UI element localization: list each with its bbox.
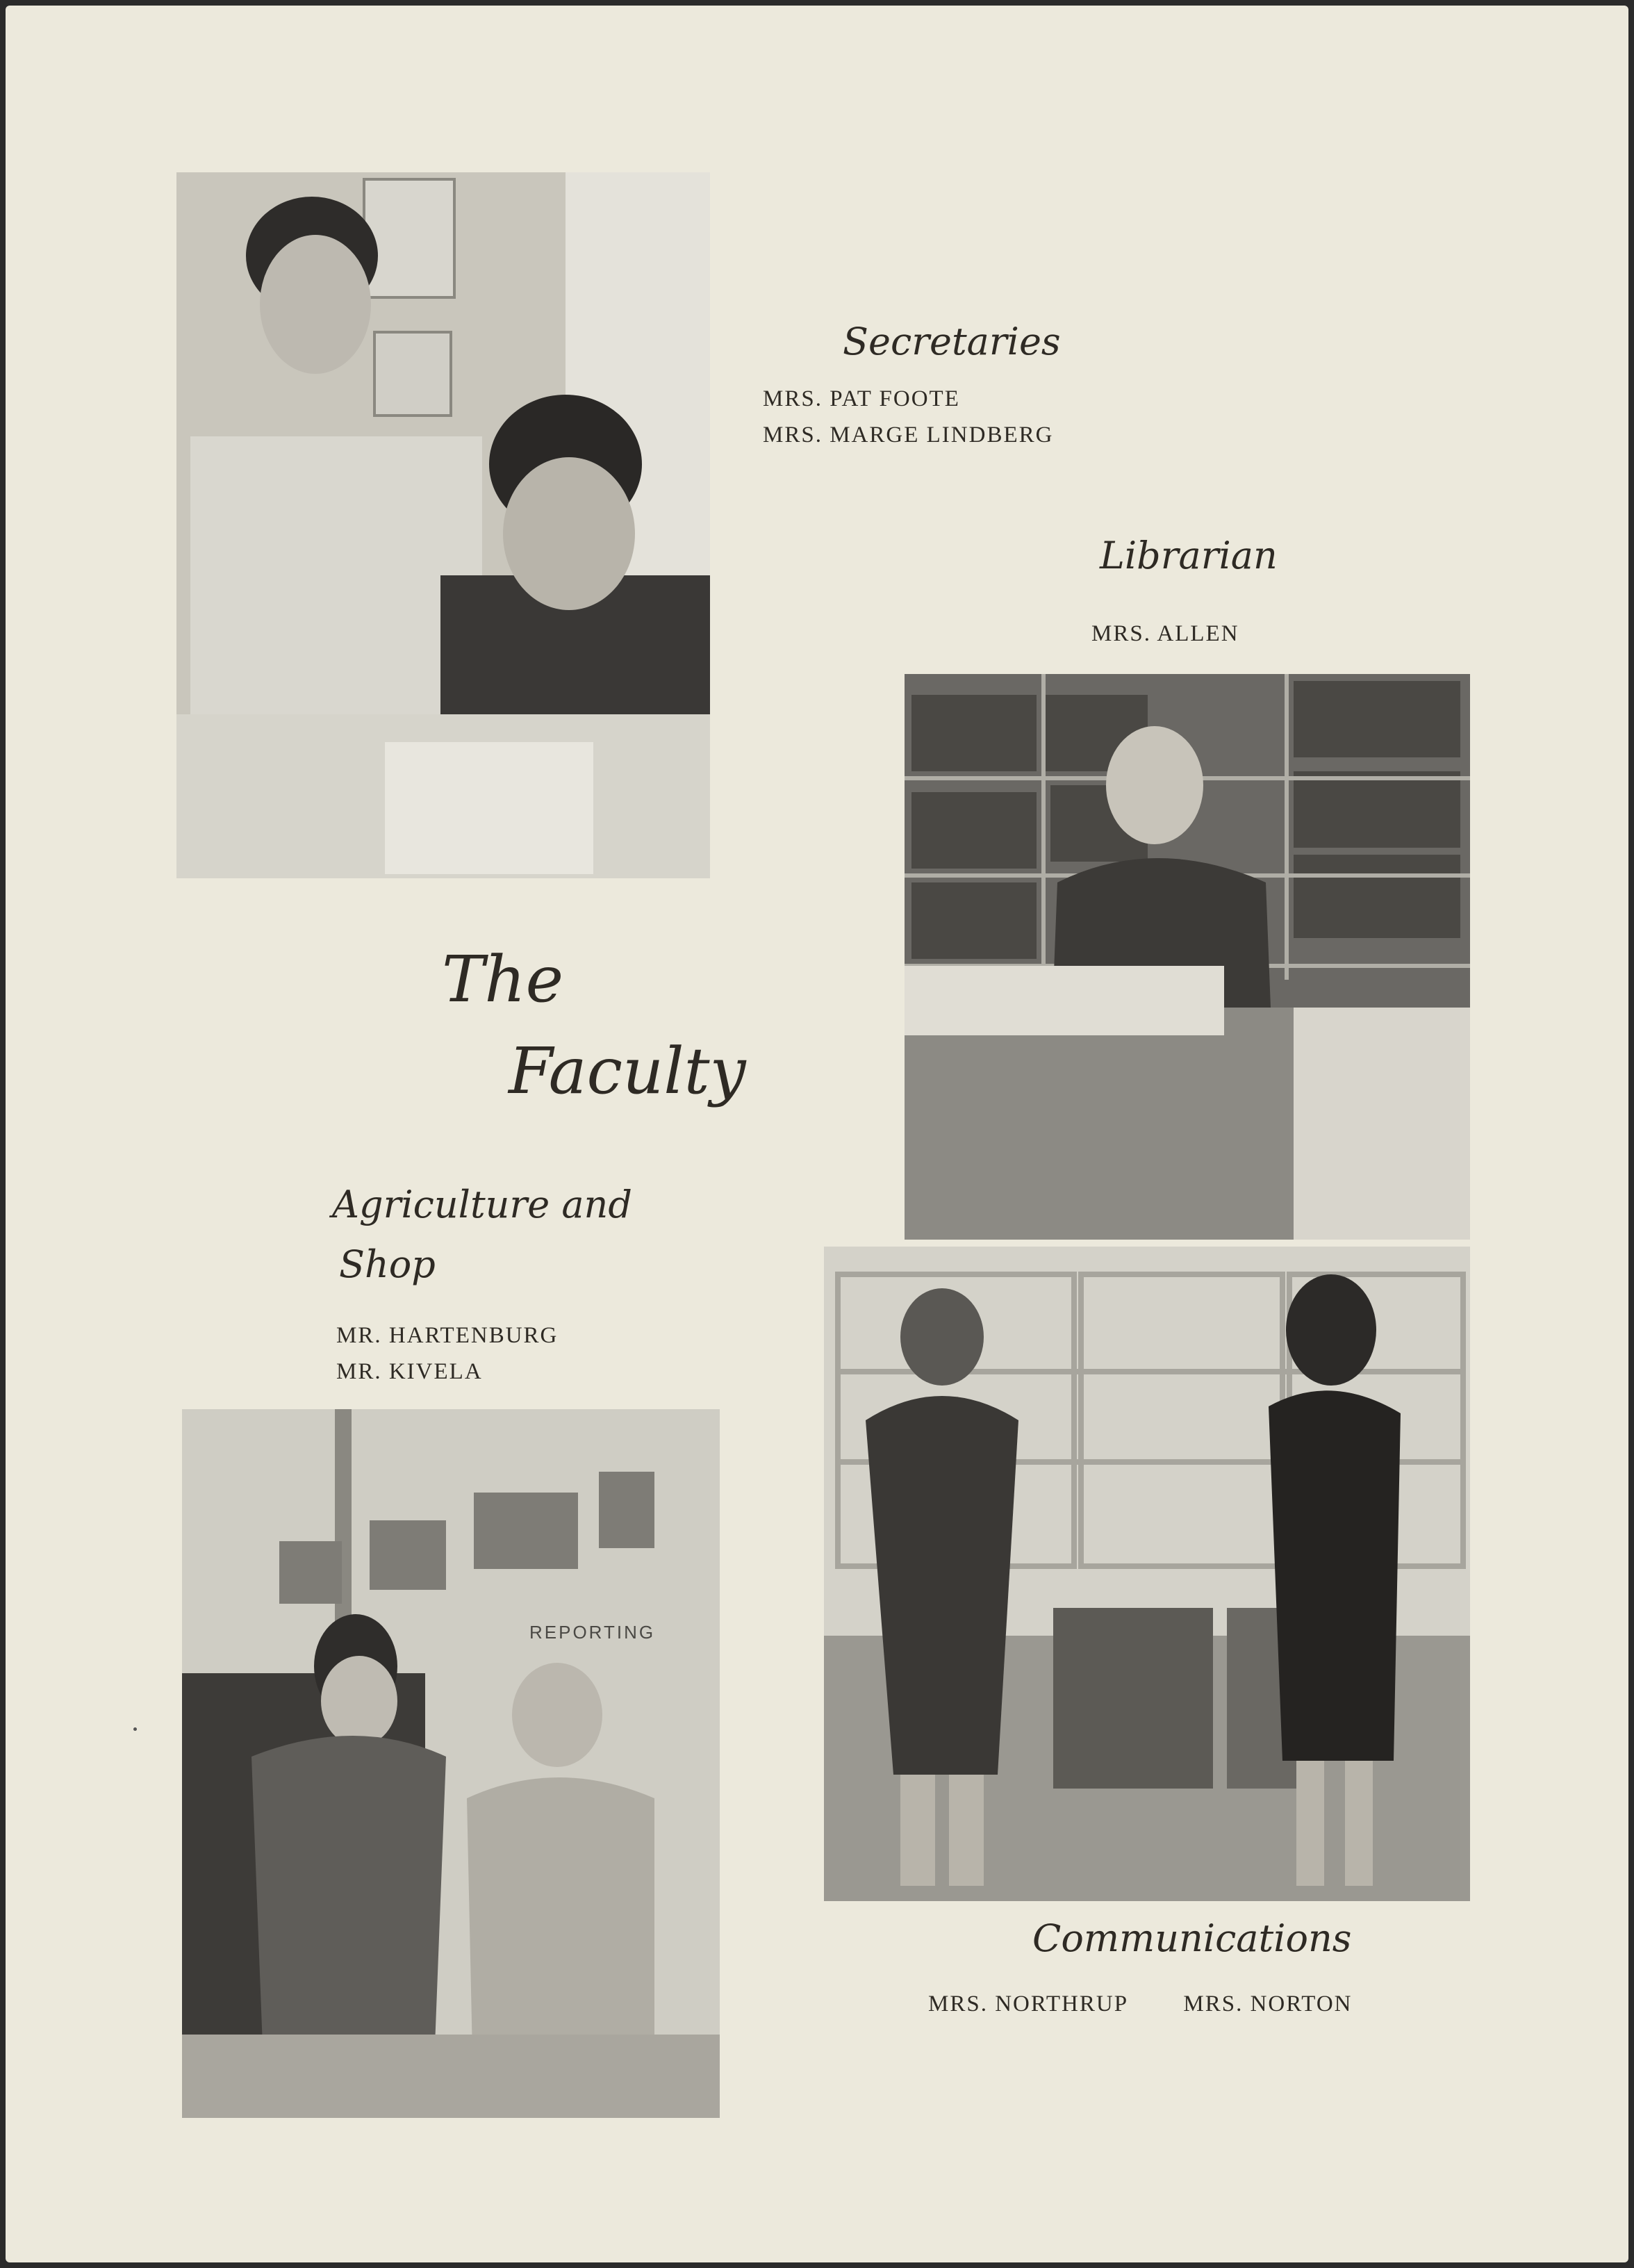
secretaries-heading: Secretaries <box>843 320 1061 363</box>
agriculture-name-1: MR. HARTENBURG <box>336 1323 559 1348</box>
reporting-sign-text: REPORTING <box>529 1622 656 1643</box>
ink-speck <box>133 1727 137 1731</box>
librarian-heading: Librarian <box>1100 534 1278 577</box>
agriculture-names <box>336 1317 558 1390</box>
page-title-line-1: The <box>442 942 564 1017</box>
communications-photo <box>824 1247 1470 1901</box>
communications-names <box>928 1986 1456 2022</box>
librarian-photo <box>905 674 1470 1240</box>
communications-name-2: MRS. NORTON <box>1183 1991 1353 2016</box>
agriculture-name-2: MR. KIVELA <box>336 1359 483 1384</box>
secretary-name-1: MRS. PAT FOOTE <box>763 386 960 411</box>
communications-heading: Communications <box>1032 1916 1352 1960</box>
secretaries-names <box>763 381 1053 453</box>
agriculture-photo <box>182 1409 720 2118</box>
agriculture-heading-line-1: Agriculture and <box>332 1183 632 1226</box>
librarian-name-1: MRS. ALLEN <box>1091 621 1239 646</box>
secretary-name-2: MRS. MARGE LINDBERG <box>763 422 1054 447</box>
yearbook-page <box>6 6 1628 2262</box>
librarian-names <box>1091 616 1239 652</box>
agriculture-heading-line-2: Shop <box>339 1242 436 1286</box>
communications-name-1: MRS. NORTHRUP <box>928 1991 1128 2016</box>
secretaries-photo <box>176 172 710 878</box>
page-title-line-2: Faculty <box>509 1034 746 1108</box>
